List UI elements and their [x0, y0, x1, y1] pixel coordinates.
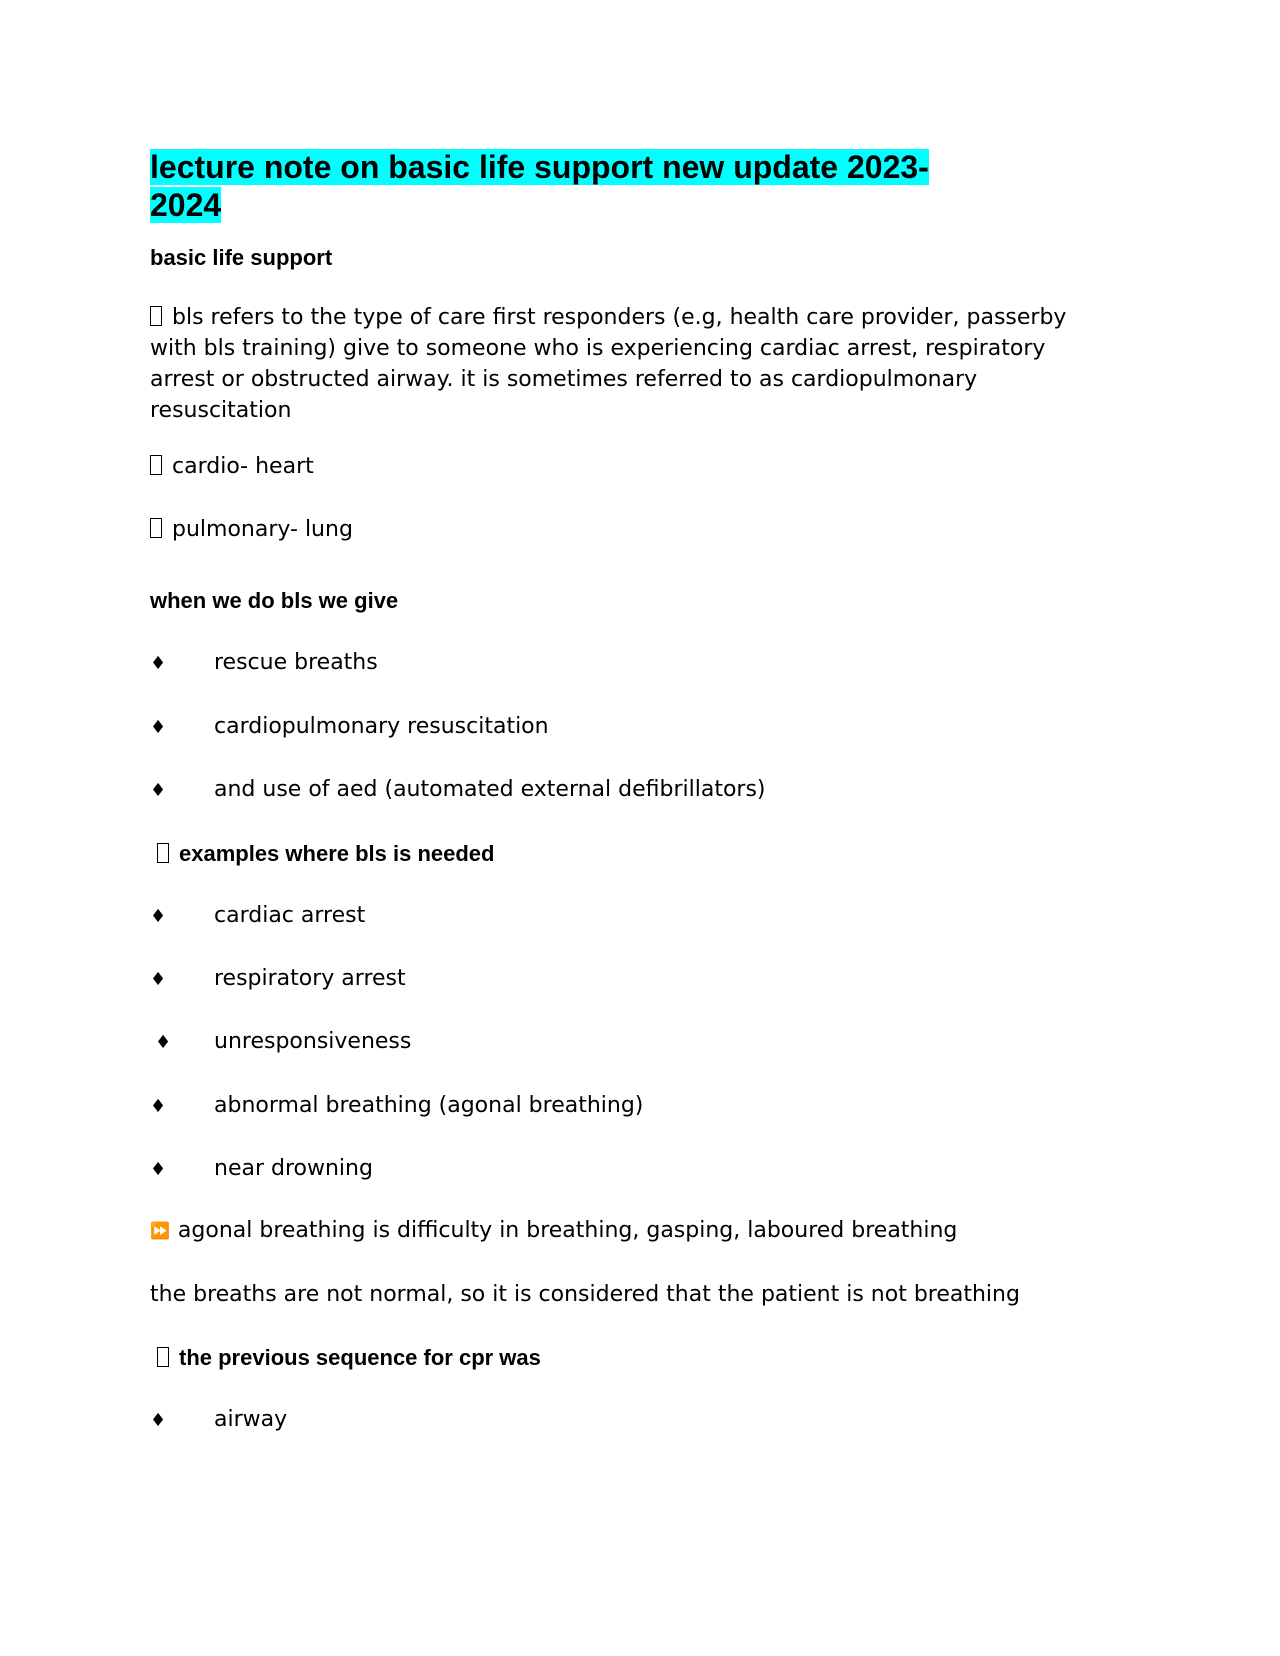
- page-title: [150, 148, 980, 224]
- heading-previous-sequence: the previous sequence for cpr was: [157, 1344, 541, 1372]
- title-highlight: lecture note on basic life support new update 2023-2024: [150, 149, 929, 223]
- paragraph-cardio: cardio- heart: [150, 451, 314, 482]
- diamond-bullet-icon: ♦: [150, 969, 167, 990]
- diamond-bullet-icon: ♦: [150, 1096, 167, 1117]
- paragraph-breaths-not-normal: the breaths are not normal, so it is considered that the patient is not breathing: [150, 1282, 1020, 1307]
- heading-examples: examples where bls is needed: [157, 840, 494, 868]
- missing-glyph-icon: [157, 843, 169, 863]
- diamond-bullet-icon: ♦: [150, 1159, 167, 1180]
- missing-glyph-icon: [150, 455, 162, 475]
- missing-glyph-icon: [157, 1347, 169, 1367]
- list-item: ♦ rescue breaths: [150, 648, 378, 679]
- paragraph-agonal-breathing: ⏩ agonal breathing is difficulty in breathing, gasping, laboured breathing: [150, 1215, 957, 1246]
- document-page: [150, 148, 1110, 1432]
- list-item: ♦ cardiopulmonary resuscitation: [150, 712, 549, 743]
- heading-when-we-do-bls: when we do bls we give: [150, 588, 399, 613]
- list-item: ♦ airway: [150, 1405, 287, 1436]
- list-item: ♦ cardiac arrest: [150, 901, 365, 932]
- list-item: ♦ near drowning: [150, 1154, 373, 1185]
- heading-basic-life-support: basic life support: [150, 245, 333, 270]
- diamond-bullet-icon: ♦: [150, 780, 167, 801]
- list-item: ♦ respiratory arrest: [150, 964, 406, 995]
- double-arrow-right-icon: ⏩: [150, 1221, 170, 1240]
- list-item: ♦ unresponsiveness: [150, 1027, 411, 1058]
- paragraph-pulmonary: pulmonary- lung: [150, 514, 353, 545]
- missing-glyph-icon: [150, 518, 162, 538]
- diamond-bullet-icon: ♦: [150, 717, 167, 738]
- missing-glyph-icon: [150, 306, 162, 326]
- list-item: ♦ abnormal breathing (agonal breathing): [150, 1091, 643, 1122]
- diamond-bullet-icon: ♦: [155, 1032, 172, 1053]
- paragraph-bls-definition: bls refers to the type of care first responders (e.g, health care provider, passerby with bls training) give to someone who is experiencing cardiac arrest, respiratory arrest or obstructed airway. it is sometimes referred to as cardiopulmonary resuscitation: [150, 305, 1067, 423]
- diamond-bullet-icon: ♦: [150, 906, 167, 927]
- diamond-bullet-icon: ♦: [150, 653, 167, 674]
- diamond-bullet-icon: ♦: [150, 1410, 167, 1431]
- list-item: ♦ and use of aed (automated external defibrillators): [150, 775, 766, 806]
